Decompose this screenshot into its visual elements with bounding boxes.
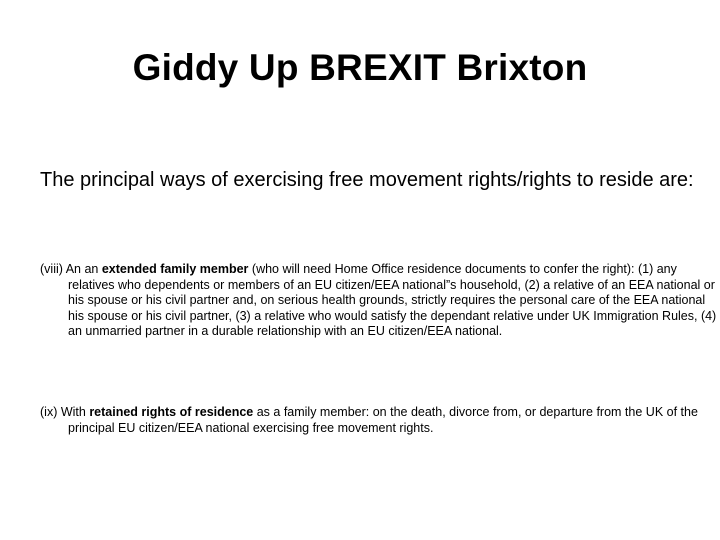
item-viii-prefix: (viii) An an [40,262,102,276]
item-ix-emphasis: retained rights of residence [89,405,254,419]
intro-paragraph: The principal ways of exercising free movement rights/rights to reside are: [40,169,694,191]
item-ix-prefix: (ix) With [40,405,90,419]
slide-title: Giddy Up BREXIT Brixton [132,47,588,88]
item-viii-emphasis: extended family member [101,262,249,276]
item-ix-text: as a family member: on the death, divorce from, or departure from the UK of the principal EU citizen/EEA national exercising free movement rights. [68,405,698,435]
item-viii-text: (who will need Home Office residence documents to confer the right): (1) any relatives who dependents or members of an EU citizen/EEA national”s household, (2) a relative of an EEA national or his spouse or his civil partner and, on serious health grounds, strictly requires the personal care of the EEA national his spouse or his civil partner, (3) a relative who would satisfy the dependant relative under UK Immigration Rules, (4) an unmarried partner in a durable relationship with an EU citizen/EEA national. [68,262,717,338]
list-item-viii [40,262,718,340]
list-item-ix [40,405,718,436]
